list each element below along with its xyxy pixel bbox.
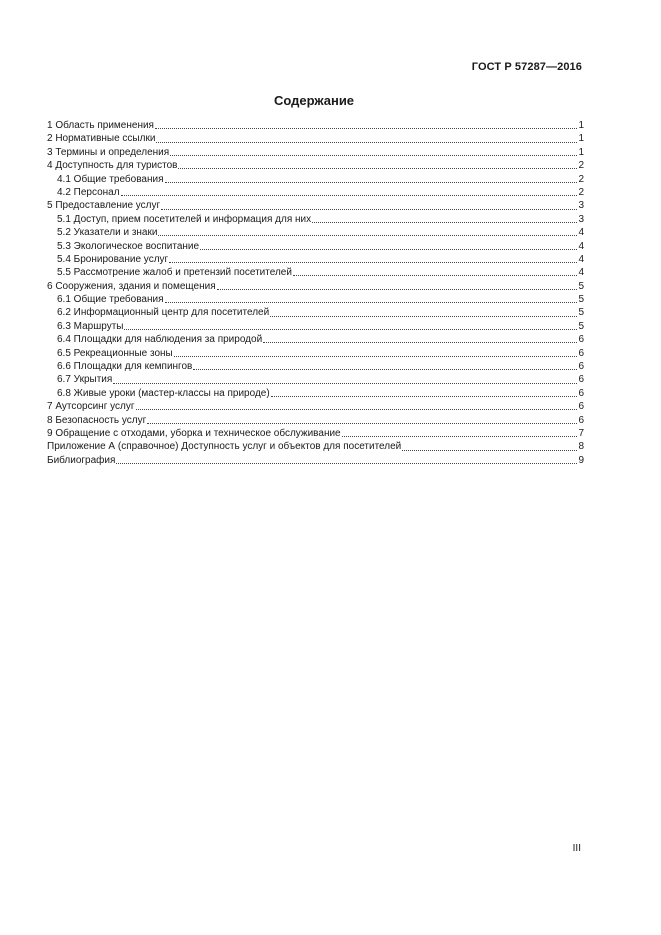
- toc-entry[interactable]: [47, 293, 584, 306]
- toc-entry-page: 1: [578, 146, 584, 158]
- toc-dot-leader: [293, 267, 578, 276]
- toc-entry-page: 6: [578, 401, 584, 413]
- toc-entry[interactable]: [47, 400, 584, 413]
- toc-entry-label: Приложение А (справочное) Доступность услуг и объектов для посетителей: [47, 441, 402, 453]
- toc-dot-leader: [161, 201, 577, 210]
- toc-entry[interactable]: [47, 306, 584, 319]
- toc-entry-page: 6: [578, 387, 584, 399]
- toc-entry-page: 6: [578, 334, 584, 346]
- toc-dot-leader: [113, 375, 577, 384]
- toc-entry-label: 8 Безопасность услуг: [47, 414, 147, 426]
- toc-entry-label: 6.3 Маршруты: [57, 320, 124, 332]
- toc-dot-leader: [174, 348, 578, 357]
- page-number: III: [572, 843, 581, 854]
- toc-entry[interactable]: [47, 280, 584, 293]
- toc-entry[interactable]: [47, 427, 584, 440]
- toc-dot-leader: [155, 120, 577, 129]
- toc-dot-leader: [165, 174, 578, 183]
- toc-entry[interactable]: [47, 320, 584, 333]
- toc-entry[interactable]: [47, 199, 584, 212]
- toc-dot-leader: [165, 294, 578, 303]
- toc-entry[interactable]: [47, 454, 584, 467]
- toc-entry[interactable]: [47, 347, 584, 360]
- toc-dot-leader: [116, 455, 577, 464]
- toc-entry-label: 6 Сооружения, здания и помещения: [47, 280, 216, 292]
- toc-entry-label: 1 Область применения: [47, 120, 154, 131]
- toc-entry-label: 5 Предоставление услуг: [47, 200, 161, 212]
- toc-entry-page: 4: [578, 227, 584, 239]
- toc-entry-page: 6: [578, 374, 584, 386]
- toc-dot-leader: [342, 428, 578, 437]
- toc-entry-page: 4: [578, 240, 584, 252]
- toc-entry-label: 3 Термины и определения: [47, 146, 170, 158]
- table-of-contents: [47, 119, 584, 467]
- toc-entry[interactable]: [47, 387, 584, 400]
- toc-entry-page: 5: [578, 294, 584, 306]
- toc-entry[interactable]: [47, 226, 584, 239]
- toc-entry-label: 9 Обращение с отходами, уборка и техническое обслуживание: [47, 427, 341, 439]
- toc-entry-page: 3: [578, 200, 584, 212]
- toc-entry-page: 2: [578, 173, 584, 185]
- toc-entry[interactable]: [47, 266, 584, 279]
- toc-dot-leader: [121, 187, 578, 196]
- toc-entry-page: 4: [578, 267, 584, 279]
- toc-entry[interactable]: [47, 186, 584, 199]
- toc-entry-label: 4.1 Общие требования: [57, 173, 164, 185]
- toc-entry-label: 5.3 Экологическое воспитание: [57, 240, 200, 252]
- toc-entry[interactable]: [47, 440, 584, 453]
- toc-dot-leader: [312, 214, 577, 223]
- toc-entry-label: 6.5 Рекреационные зоны: [57, 347, 173, 359]
- toc-entry-page: 5: [578, 320, 584, 332]
- toc-entry-page: 6: [578, 347, 584, 359]
- toc-dot-leader: [147, 415, 577, 424]
- toc-entry-label: 6.1 Общие требования: [57, 294, 164, 306]
- toc-entry-label: 6.4 Площадки для наблюдения за природой: [57, 334, 263, 346]
- toc-title: Содержание: [273, 93, 355, 108]
- toc-dot-leader: [124, 321, 577, 330]
- toc-entry[interactable]: [47, 146, 584, 159]
- toc-entry[interactable]: [47, 119, 584, 132]
- toc-entry-page: 5: [578, 307, 584, 319]
- toc-entry-label: 6.8 Живые уроки (мастер-классы на природе): [57, 387, 270, 399]
- toc-dot-leader: [158, 227, 577, 236]
- toc-dot-leader: [200, 241, 577, 250]
- toc-entry-page: 8: [578, 441, 584, 453]
- toc-dot-leader: [402, 442, 577, 451]
- document-code: ГОСТ Р 57287—2016: [471, 61, 582, 73]
- toc-entry[interactable]: [47, 132, 584, 145]
- toc-dot-leader: [170, 147, 577, 156]
- toc-entry-label: 2 Нормативные ссылки: [47, 133, 156, 145]
- toc-entry-label: 6.2 Информационный центр для посетителей: [57, 307, 270, 319]
- toc-entry-page: 6: [578, 414, 584, 426]
- toc-entry-label: 5.5 Рассмотрение жалоб и претензий посетителей: [57, 267, 292, 279]
- toc-entry[interactable]: [47, 414, 584, 427]
- toc-entry-page: 1: [578, 133, 584, 145]
- toc-dot-leader: [217, 281, 578, 290]
- toc-entry-label: 5.2 Указатели и знаки: [57, 227, 158, 239]
- toc-entry[interactable]: [47, 240, 584, 253]
- toc-dot-leader: [156, 134, 577, 143]
- toc-dot-leader: [271, 388, 578, 397]
- toc-dot-leader: [169, 254, 577, 263]
- toc-entry[interactable]: [47, 173, 584, 186]
- toc-entry-label: 6.6 Площадки для кемпингов: [57, 361, 193, 373]
- toc-entry-page: 3: [578, 213, 584, 225]
- toc-entry-page: 9: [578, 454, 584, 466]
- toc-entry-label: 5.4 Бронирование услуг: [57, 253, 169, 265]
- toc-dot-leader: [193, 361, 577, 370]
- toc-entry-page: 4: [578, 253, 584, 265]
- toc-entry-page: 5: [578, 280, 584, 292]
- toc-entry-label: Библиография: [47, 454, 116, 466]
- toc-entry-label: 5.1 Доступ, прием посетителей и информация для них: [57, 213, 312, 225]
- toc-entry-page: 1: [578, 120, 584, 131]
- toc-entry[interactable]: [47, 213, 584, 226]
- toc-entry[interactable]: [47, 159, 584, 172]
- toc-entry[interactable]: [47, 253, 584, 266]
- toc-entry-page: 6: [578, 361, 584, 373]
- toc-entry-page: 2: [578, 160, 584, 172]
- toc-entry[interactable]: [47, 333, 584, 346]
- toc-entry-page: 7: [578, 427, 584, 439]
- toc-entry[interactable]: [47, 360, 584, 373]
- toc-dot-leader: [136, 401, 578, 410]
- toc-entry-label: 6.7 Укрытия: [57, 374, 113, 386]
- toc-dot-leader: [270, 308, 577, 317]
- toc-entry-label: 4 Доступность для туристов: [47, 160, 178, 172]
- toc-entry-label: 4.2 Персонал: [57, 186, 120, 198]
- toc-entry-page: 2: [578, 186, 584, 198]
- toc-dot-leader: [178, 160, 577, 169]
- toc-dot-leader: [263, 334, 577, 343]
- toc-entry-label: 7 Аутсорсинг услуг: [47, 401, 135, 413]
- toc-entry[interactable]: [47, 373, 584, 386]
